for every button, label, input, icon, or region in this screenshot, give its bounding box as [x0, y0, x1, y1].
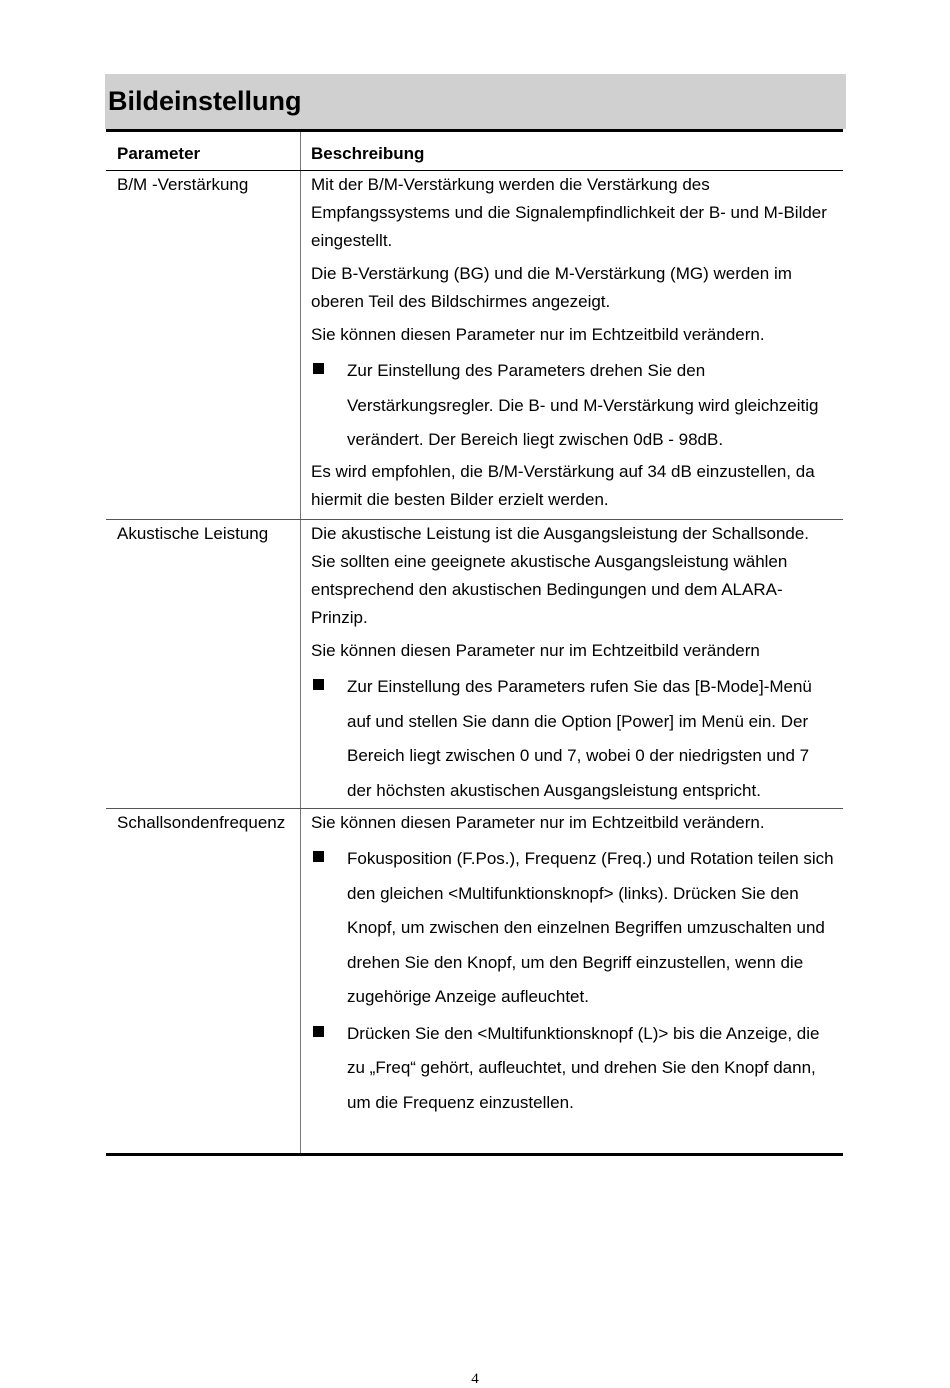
square-bullet-icon — [311, 670, 347, 808]
table-row — [106, 520, 843, 809]
bullet-text: Zur Einstellung des Parameters drehen Sie den Verstärkungsregler. Die B- und M-Verstärkung wird gleichzeitig verändert. Der Bereich liegt zwischen 0dB - 98dB. — [347, 361, 819, 449]
row-parameter: Schallsondenfrequenz — [106, 809, 301, 1153]
row-description — [301, 171, 843, 519]
description-paragraph: Die B-Verstärkung (BG) und die M-Verstärkung (MG) werden im oberen Teil des Bildschirmes angezeigt. — [311, 264, 792, 311]
row-parameter: B/M -Verstärkung — [106, 171, 301, 519]
header-description: Beschreibung — [311, 144, 425, 163]
section-heading-bar — [105, 74, 846, 129]
parameter-table — [106, 129, 843, 1156]
bullet-text: Drücken Sie den <Multifunktionsknopf (L)> bis die Anzeige, die zu „Freq“ gehört, aufleuchtet, und drehen Sie den Knopf dann, um die Frequenz einzustellen. — [347, 1023, 820, 1112]
table-row — [106, 809, 843, 1156]
square-bullet-icon — [311, 842, 347, 1015]
description-paragraph: Sie können diesen Parameter nur im Echtzeitbild verändern. — [311, 325, 765, 344]
description-paragraph: Die akustische Leistung ist die Ausgangsleistung der Schallsonde. Sie sollten eine geeignete akustische Ausgangsleistung wählen entsprechend den akustischen Bedingungen und dem ALARA-Prinzip. — [311, 524, 810, 627]
section-title: Bildeinstellung — [108, 86, 302, 116]
description-paragraph: Es wird empfohlen, die B/M-Verstärkung auf 34 dB einzustellen, da hiermit die besten Bilder erzielt werden. — [311, 461, 815, 509]
description-paragraph: Mit der B/M-Verstärkung werden die Verstärkung des Empfangssystems und die Signalempfindlichkeit der B- und M-Bilder eingestellt. — [311, 175, 827, 250]
square-bullet-icon — [311, 354, 347, 458]
row-description — [301, 520, 843, 808]
table-row — [106, 171, 843, 520]
row-description — [301, 809, 843, 1153]
bullet-item — [311, 842, 837, 1015]
square-bullet-icon — [311, 1017, 347, 1121]
bullet-item — [311, 670, 837, 808]
bullet-item — [311, 354, 837, 458]
bullet-text: Fokusposition (F.Pos.), Frequenz (Freq.) und Rotation teilen sich den gleichen <Multifunktionsknopf> (links). Drücken Sie den Knopf, um zwischen den einzelnen Begriffen umzuschalten und drehen Sie den Knopf, um den Begriff einzustellen, wenn die zugehörige Anzeige aufleuchtet. — [347, 849, 834, 1006]
bullet-item — [311, 1017, 837, 1121]
row-parameter: Akustische Leistung — [106, 520, 301, 808]
page-number: 4 — [471, 1371, 479, 1387]
description-paragraph: Sie können diesen Parameter nur im Echtzeitbild verändern. — [311, 813, 765, 832]
bullet-text: Zur Einstellung des Parameters rufen Sie das [B-Mode]-Menü auf und stellen Sie dann die Option [Power] im Menü ein. Der Bereich liegt zwischen 0 und 7, wobei 0 der niedrigsten und 7 der höchsten akustischen Ausgangsleistung entspricht. — [347, 677, 812, 800]
header-parameter: Parameter — [106, 132, 301, 170]
description-paragraph: Sie können diesen Parameter nur im Echtzeitbild verändern — [311, 641, 760, 660]
table-header-row — [106, 132, 843, 171]
